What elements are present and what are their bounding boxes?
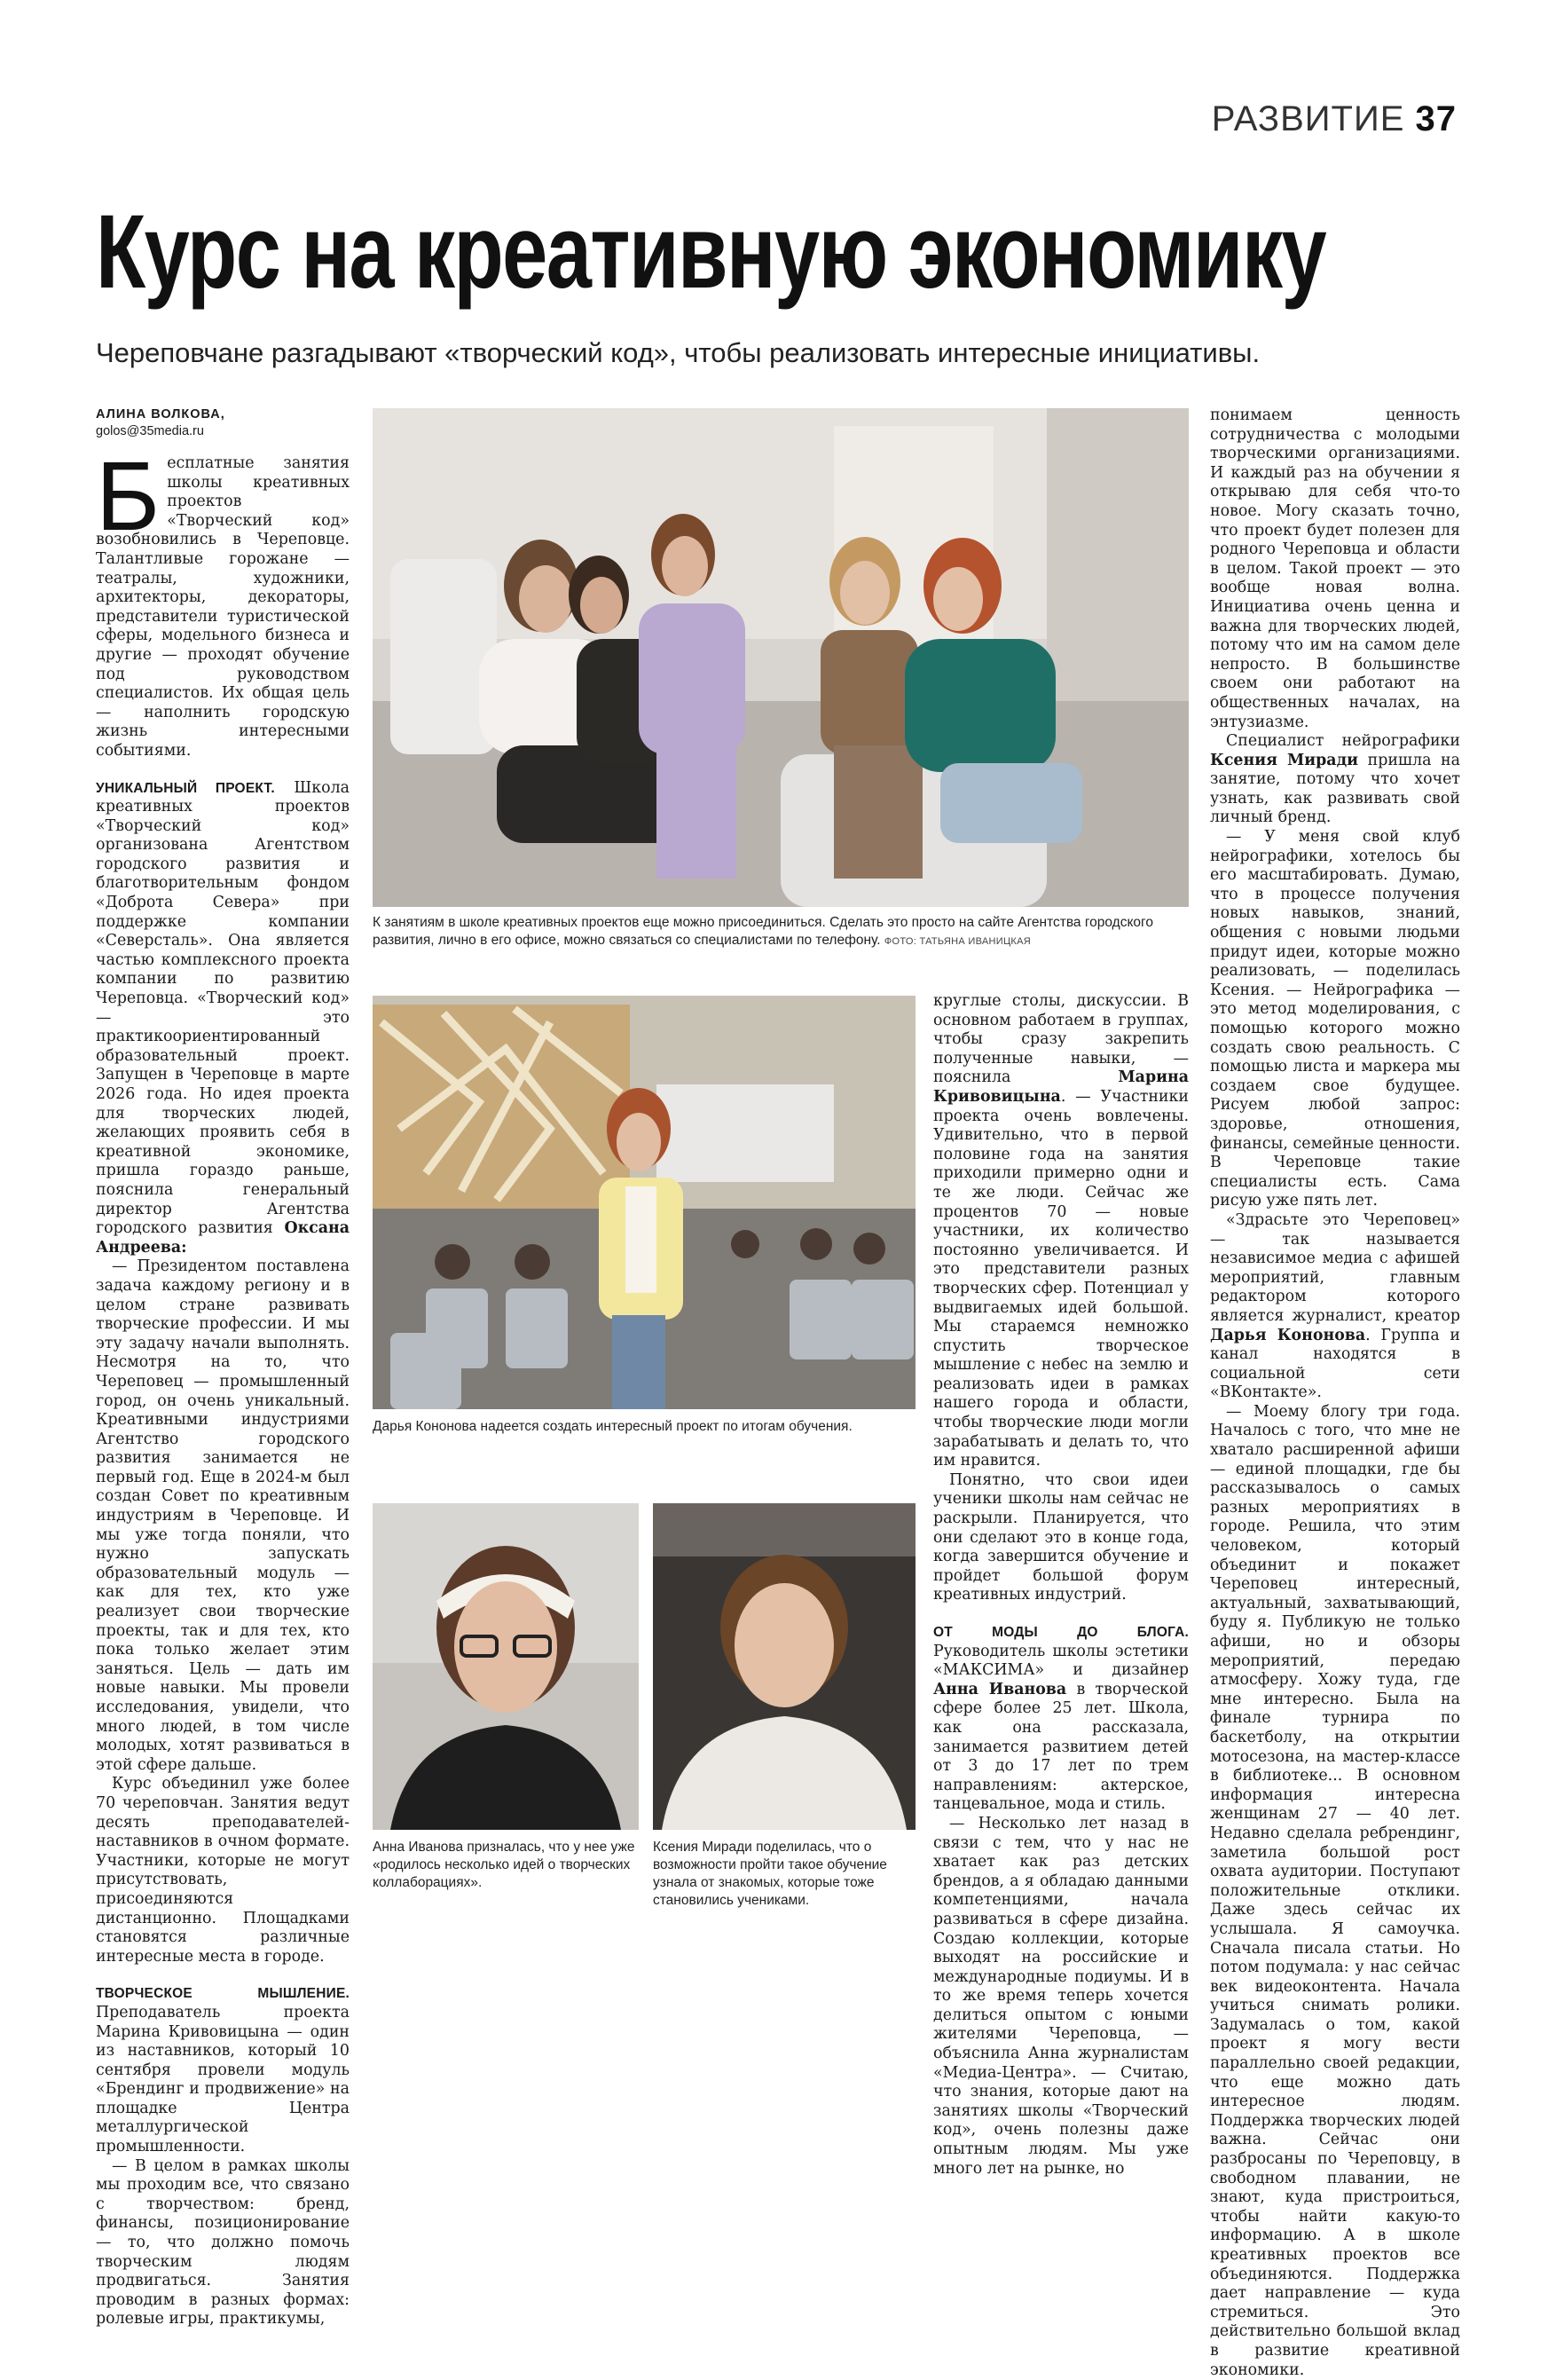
paragraph: [96, 779, 350, 1258]
column-3: [933, 992, 1189, 2179]
photo-group-session: [373, 408, 1189, 907]
paragraph: [1210, 1211, 1460, 1403]
person-name: Марина Кривовицына: [933, 1068, 1189, 1106]
paragraph: [933, 992, 1189, 1471]
lead: Череповчане разгадывают «творческий код», чтобы реализовать интересные инициативы.: [96, 337, 1261, 368]
section-header: [1212, 99, 1457, 139]
caption-photo-3: Анна Иванова призналась, что у нее уже «родилось несколько идей о творческих коллаборациях».: [373, 1840, 635, 1890]
paragraph: [1210, 732, 1460, 828]
photo-ksenia-miradi: [653, 1503, 916, 1830]
drop-cap: Б: [96, 442, 161, 551]
paragraph-text: . — Участники проекта очень вовлечены. Удивительно, что в первой половине года на занятия приходили примерно одни и те же люди. Сейчас же процентов 70 — новые участники, их количество постоянно увеличивается. И это представители разных творческих сфер. Потенциал у выдвигаемых идей большой. Мы стараемся немножко спустить творческое мышление с небес на землю и реализовать идеи в рамках нашего города и области, чтобы творческие люди могли зарабатывать и делать то, что им нравится.: [933, 1087, 1189, 1470]
paragraph-text: пришла на занятие, потому что хочет узнать, как развивать свой личный бренд.: [1210, 751, 1460, 827]
page-number: 37: [1415, 99, 1457, 138]
headline: Курс на креативную экономику: [96, 193, 1326, 311]
subhead-unique-project: УНИКАЛЬНЫЙ ПРОЕКТ.: [96, 780, 275, 796]
photo-anna-ivanova: [373, 1503, 639, 1830]
byline: [96, 406, 344, 440]
paragraph-text: Руководитель школы эстетики «МАКСИМА» и дизайнер: [933, 1642, 1189, 1680]
intro-text: есплатные занятия школы креативных проектов «Творческий код» возобновились в Череповце. Талантливые горожане — театралы, художники, архитекторы, декораторы, представители туристической сферы, модельного бизнеса и другие — проходят обучение под руководством специалистов. Их общая цель — наполнить городскую жизнь интересными событиями.: [96, 454, 350, 760]
photo-credit: ФОТО: ТАТЬЯНА ИВАНИЦКАЯ: [884, 936, 1032, 947]
person-name: Дарья Кононова: [1210, 1326, 1366, 1344]
section-label: РАЗВИТИЕ: [1211, 99, 1405, 138]
paragraph-text: круглые столы, дискуссии. В основном работаем в группах, чтобы сразу закрепить полученные навыки, — пояснила: [933, 992, 1189, 1087]
intro-paragraph: [96, 442, 350, 761]
subhead-creative-thinking: ТВОРЧЕСКОЕ МЫШЛЕНИЕ.: [96, 1986, 350, 2002]
subhead-fashion-to-blog: ОТ МОДЫ ДО БЛОГА.: [933, 1625, 1189, 1640]
caption-photo-4: Ксения Миради поделилась, что о возможности пройти такое обучение узнала от знакомых, которые тоже становились учениками.: [653, 1840, 887, 1908]
caption-photo-1: [373, 914, 1189, 950]
person-name: Анна Иванова: [933, 1680, 1067, 1698]
paragraph: — Несколько лет назад в связи с тем, что у нас не хватает как раз детских брендов, а я обладаю данными компетенциями, начала развиваться в сфере дизайна. Создаю коллекции, которые выходят на российские и международные подиумы. И в то же время теперь хочется делиться опытом с юными жителями Череповца, — объяснила Анна журналистам «Медиа-Центра». — Считаю, что знания, которые дают на занятиях школы «Творческий код», очень полезны даже опытным людям. Мы уже много лет на рынке, но: [933, 1814, 1189, 2178]
paragraph: понимаем ценность сотрудничества с молодыми творческими организациями. И каждый раз на обучении я открываю для себя что-то новое. Могу сказать точно, что проект будет полезен для родного Череповца и области в целом. Такой проект — это вообще новая волна. Инициатива очень ценна и важна для творческих людей, потому что им на самом деле непросто. В большинстве своем они работают на общественных началах, на энтузиазме.: [1210, 406, 1460, 731]
paragraph: Курс объединил уже более 70 череповчан. Занятия ведут десять преподавателей-наставников в очном формате. Участники, которые не могут присутствовать, присоединяются дистанционно. Площадками становятся различные интересные места в городе.: [96, 1775, 350, 1966]
column-1: [96, 442, 350, 2329]
paragraph-text: в творческой сфере более 25 лет. Школа, как она рассказала, занимается развитием детей от 3 до 17 лет по трем направлениям: актерское, танцевальное, мода и стиль.: [933, 1680, 1189, 1814]
author-name: АЛИНА ВОЛКОВА,: [96, 407, 225, 422]
paragraph: — У меня свой клуб нейрографики, хотелось бы его масштабировать. Думаю, что в процессе получения новых навыков, знаний, общения с новыми людьми придут идеи, которые можно реализовать, — поделилась Ксения. — Нейрографика — это метод моделирования, с помощью которого можно создать свою реальность. С помощью листа и маркера мы создаем свое будущее. Рисуем любой запрос: здоровье, отношения, финансы, семейные ценности. В Череповце такие специалисты есть. Сама рисую уже пять лет.: [1210, 828, 1460, 1210]
caption-photo-2: Дарья Кононова надеется создать интересный проект по итогам обучения.: [373, 1419, 853, 1434]
person-name: Ксения Миради: [1210, 751, 1359, 769]
paragraph: Понятно, что свои идеи ученики школы нам сейчас не раскрыли. Планируется, что они сделают это в конце года, когда завершится обучение и пройдет большой форум креативных индустрий.: [933, 1470, 1189, 1604]
paragraph-text: «Здрасьте это Череповец» — так называется независимое медиа с афишей мероприятий, главным редактором которого является журналист, креатор: [1210, 1210, 1460, 1325]
paragraph-text: Преподаватель проекта Марина Кривовицына — один из наставников, который 10 сентября провели модуль «Брендинг и продвижение» на площадке Центра металлургической промышленности.: [96, 2003, 350, 2156]
paragraph: [933, 1623, 1189, 1815]
paragraph-text: . Группа и канал находятся в социальной сети «ВКонтакте».: [1210, 1326, 1460, 1402]
paragraph-text: Специалист нейрографики: [1226, 732, 1460, 751]
paragraph: — Президентом поставлена задача каждому региону и в целом стране развивать творческие профессии. И мы эту задачу начали выполнять. Несмотря на то, что Череповец — промышленный город, он очень уникальный. Креативными индустриями Агентство городского развития занимается не первый год. Еще в 2024-м был создан Совет по креативным индустриям в Череповце. И мы уже тогда поняли, что нужно запускать образовательный модуль — как для тех, кто уже реализует свои творческие проекты, так и для тех, кто пока только желает этим заняться. Цель — дать им новые навыки. Мы провели исследования, увидели, что много людей, в том числе молодых, хотят развиваться в этой сфере дальше.: [96, 1257, 350, 1774]
author-email[interactable]: golos@35media.ru: [96, 424, 204, 438]
caption-text: К занятиям в школе креативных проектов еще можно присоединиться. Сделать это просто на сайте Агентства городского развития, лично в его офисе, можно связаться со специалистами по телефону.: [373, 915, 1153, 948]
paragraph: — Моему блогу три года. Началось с того, что мне не хватало расширенной афиши — единой площадки, где бы рассказывалось о самых разных мероприятиях в городе. Решила, что этим человеком, который объединит и покажет Череповец интересный, актуальный, захватывающий, буду я. Публикую не только афиши, но и обзоры мероприятий, передаю атмосферу. Хожу туда, где мне интересно. Была на финале турнира по баскетболу, на открытии мотосезона, на мастер-классе в библиотеке... В основном информация интересна женщинам 27 — 40 лет. Недавно сделала ребрендинг, заметила большой рост охвата аудитории. Поступают положительные отклики. Даже здесь сейчас их услышала. Я самоучка. Сначала писала статьи. Но потом подумала: у нас сейчас век видеоконтента. Начала учиться снимать ролики. Задумалась о том, какой проект я могу вести параллельно своей редакции, что еще можно дать интересное людям. Поддержка творческих людей важна. Сейчас они разбросаны по Череповцу, в свободном плавании, не знают, куда пристроиться, чтобы найти какую-то информацию. А в школе креативных проектов все объединяются. Поддержка дает направление — куда стремиться. Это действительно большой вклад в развитие креативной экономики.: [1210, 1402, 1460, 2379]
person-name: Оксана Андреева:: [96, 1219, 350, 1257]
photo-daria-kononova: [373, 996, 916, 1409]
paragraph: [96, 1984, 350, 2156]
paragraph-text: Школа креативных проектов «Творческий код» организована Агентством городского развития и благотворительным фондом «Доброта Севера» при поддержке компании «Северсталь». Она является частью комплексного проекта компании по развитию Череповца. «Творческий код» — это практикоориентированный образовательный проект. Запущен в Череповце в марте 2026 года. Но идея проекта для творческих людей, желающих проявить себя в креативной экономике, пришла гораздо раньше, пояснила генеральный директор Агентства городского развития: [96, 778, 350, 1238]
column-4: [1210, 406, 1460, 2380]
paragraph: — В целом в рамках школы мы проходим все, что связано с творчеством: бренд, финансы, позиционирование — то, что должно помочь творческим людям продвигаться. Занятия проводим в разных формах: ролевые игры, практикумы,: [96, 2156, 350, 2329]
